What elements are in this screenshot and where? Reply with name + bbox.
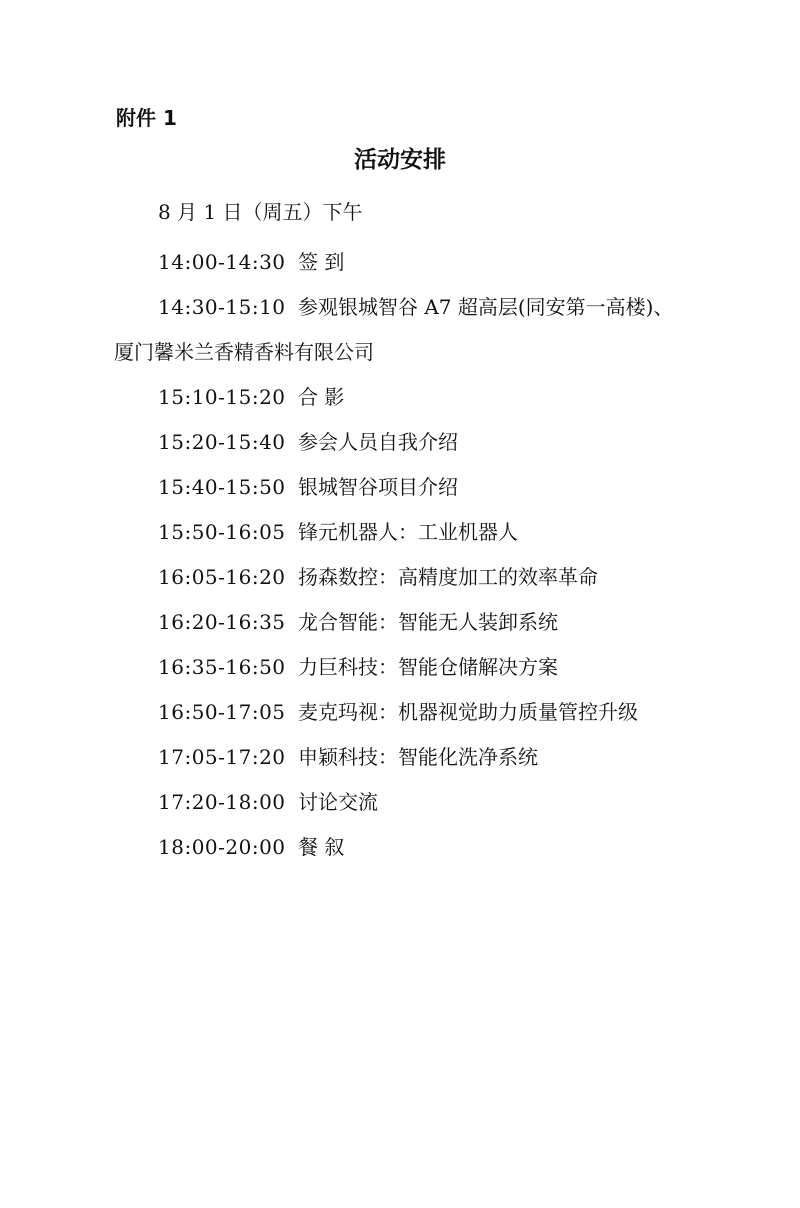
schedule-item xyxy=(0,285,800,375)
schedule-item xyxy=(0,240,800,285)
schedule-event: 餐 叙 xyxy=(298,835,345,859)
schedule-time: 15:40-15:50 xyxy=(158,475,286,499)
schedule-list xyxy=(0,240,800,870)
schedule-event: 扬森数控：高精度加工的效率革命 xyxy=(298,565,598,589)
schedule-item xyxy=(0,420,800,465)
schedule-time: 14:00-14:30 xyxy=(158,250,286,274)
schedule-event: 力巨科技：智能仓储解决方案 xyxy=(298,655,558,679)
schedule-time: 16:20-16:35 xyxy=(158,610,286,634)
schedule-event-continuation: 厦门馨米兰香精香料有限公司 xyxy=(114,340,374,364)
schedule-item xyxy=(0,690,800,735)
schedule-time: 18:00-20:00 xyxy=(158,835,286,859)
schedule-item xyxy=(0,735,800,780)
schedule-time: 17:05-17:20 xyxy=(158,745,286,769)
schedule-event: 参会人员自我介绍 xyxy=(298,430,458,454)
schedule-event: 申颖科技：智能化洗净系统 xyxy=(298,745,538,769)
schedule-time: 15:20-15:40 xyxy=(158,430,286,454)
schedule-time: 15:50-16:05 xyxy=(158,520,286,544)
schedule-event: 讨论交流 xyxy=(298,790,378,814)
schedule-event: 参观银城智谷 A7 超高层(同安第一高楼)、 xyxy=(298,295,674,319)
schedule-item xyxy=(0,465,800,510)
page-title: 活动安排 xyxy=(354,147,446,173)
schedule-event: 龙合智能：智能无人装卸系统 xyxy=(298,610,558,634)
schedule-event: 锋元机器人：工业机器人 xyxy=(298,520,518,544)
schedule-item xyxy=(0,600,800,645)
schedule-event: 合 影 xyxy=(298,385,345,409)
schedule-item xyxy=(0,780,800,825)
schedule-item xyxy=(0,510,800,555)
schedule-item xyxy=(0,645,800,690)
schedule-time: 17:20-18:00 xyxy=(158,790,286,814)
schedule-event: 麦克玛视：机器视觉助力质量管控升级 xyxy=(298,700,638,724)
schedule-item xyxy=(0,825,800,870)
schedule-item xyxy=(0,555,800,600)
schedule-time: 16:50-17:05 xyxy=(158,700,286,724)
schedule-time: 16:05-16:20 xyxy=(158,565,286,589)
date-line: 8 月 1 日（周五）下午 xyxy=(158,200,363,224)
schedule-time: 16:35-16:50 xyxy=(158,655,286,679)
schedule-event: 银城智谷项目介绍 xyxy=(298,475,458,499)
attachment-label: 附件 1 xyxy=(116,106,177,130)
schedule-item xyxy=(0,375,800,420)
schedule-time: 14:30-15:10 xyxy=(158,295,286,319)
schedule-time: 15:10-15:20 xyxy=(158,385,286,409)
schedule-event: 签 到 xyxy=(298,250,345,274)
